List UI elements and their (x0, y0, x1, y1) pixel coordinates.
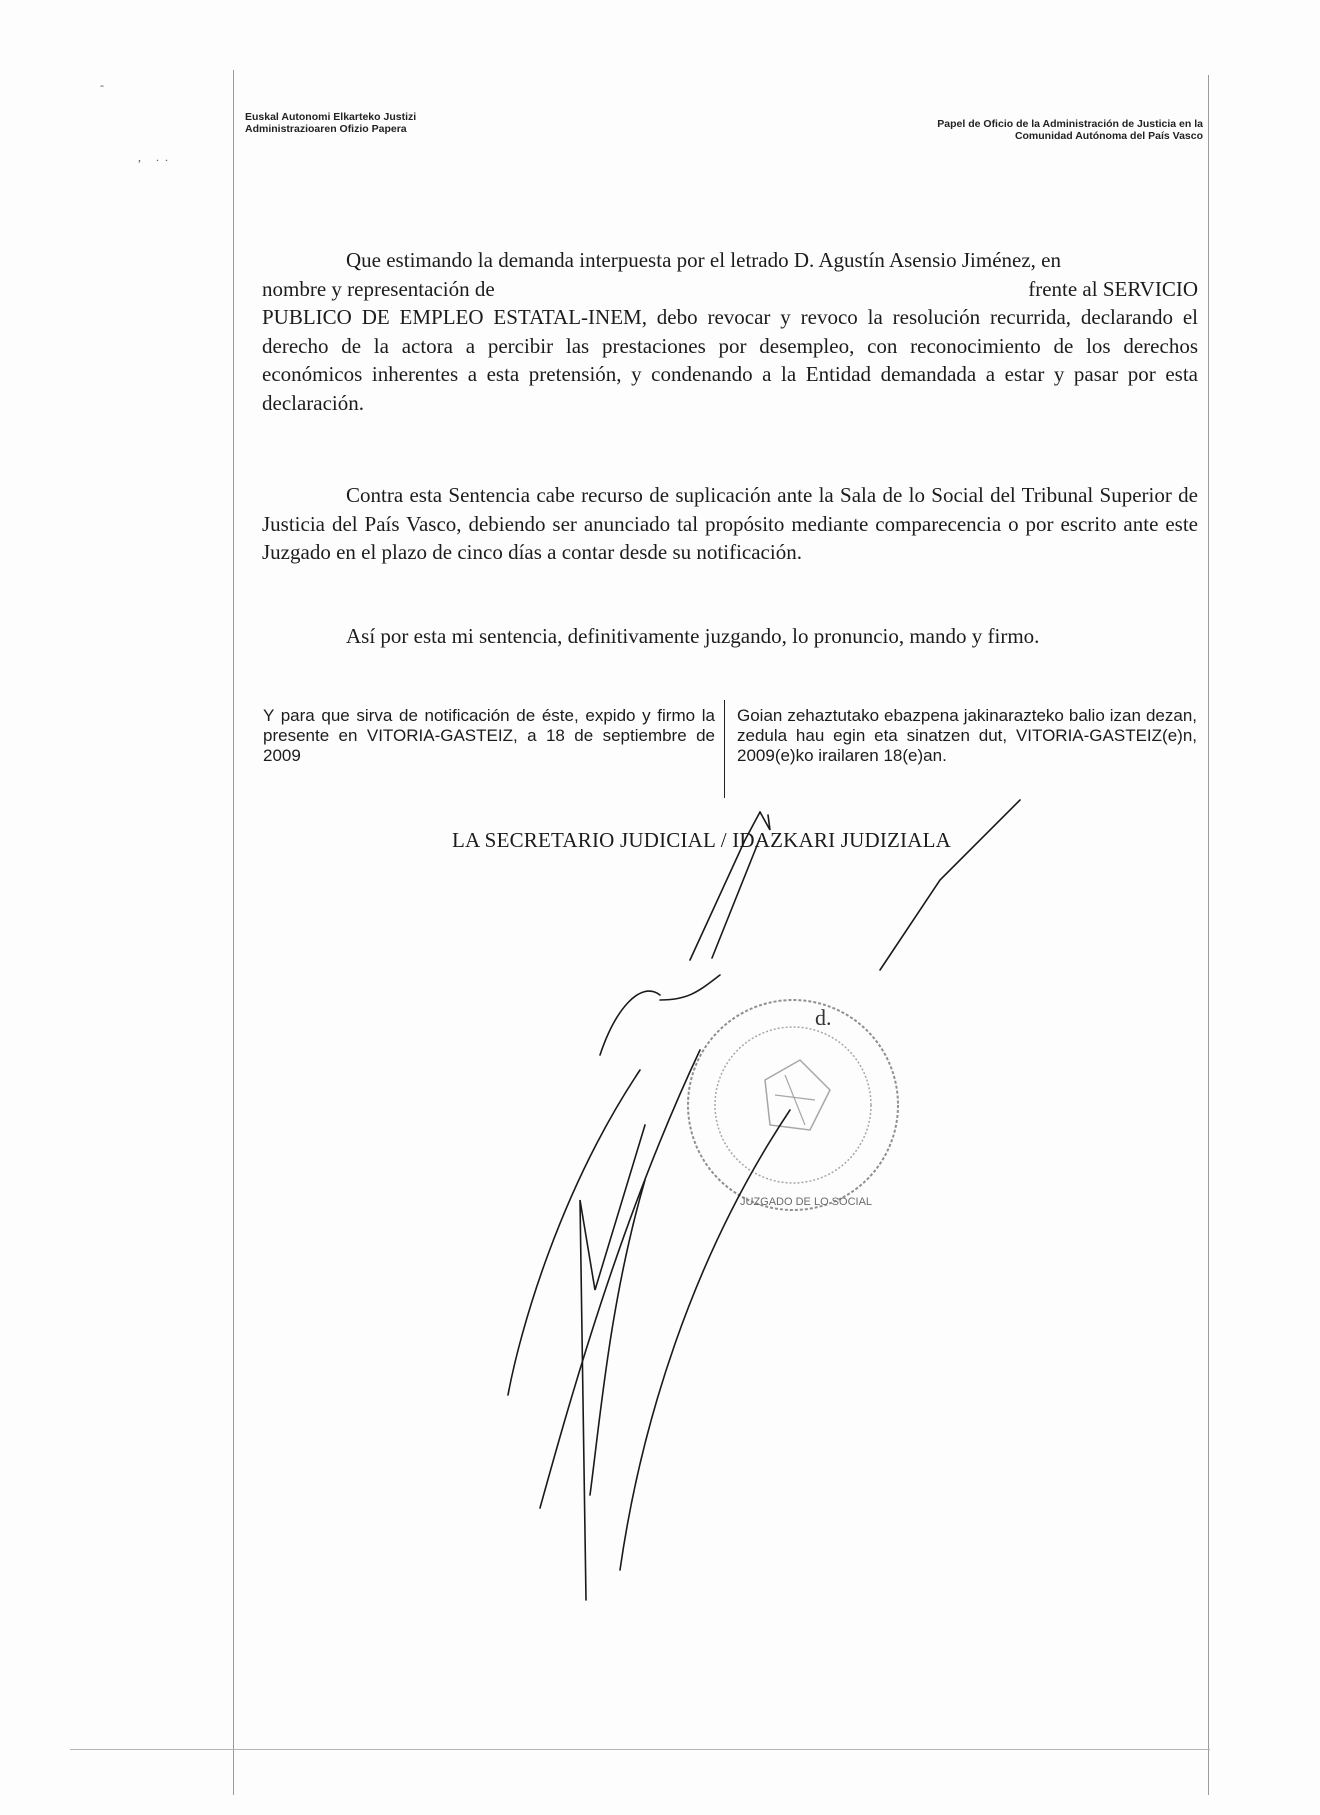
appeal-paragraph: Contra esta Sentencia cabe recurso de suplicación ante la Sala de lo Social del Tribunal Superior de Justicia del País Vasco, debiendo ser anunciado tal propósito mediante comparecencia o por escrito ante este Juzgado en el plazo de cinco días a contar desde su notificación. (262, 483, 1198, 564)
court-stamp (688, 1000, 898, 1210)
redacted-fragment: d. (815, 1005, 832, 1030)
ruling-rest: PUBLICO DE EMPLEO ESTATAL-INEM, debo revocar y revoco la resolución recurrida, declarando el derecho de la actora a percibir las prestaciones por desempleo, con reconocimiento de los derechos económicos inherentes a esta pretensión, y condenando a la Entidad demandada a estar y pasar por esta declaración. (262, 305, 1198, 415)
header-left-line2: Administrazioaren Ofizio Papera (245, 123, 407, 135)
header-right-line1: Papel de Oficio de la Administración de Justicia en la (937, 118, 1203, 130)
notification-spanish: Y para que sirva de notificación de éste, expido y firmo la presente en VITORIA-GASTEIZ, a 18 de septiembre de 2009 (263, 706, 715, 765)
header-right-line2: Comunidad Autónoma del País Vasco (1014, 130, 1203, 142)
secretary-title: LA SECRETARIO JUDICIAL / IDAZKARI JUDIZIALA (452, 828, 952, 852)
stamp-label: JUZGADO DE LO SOCIAL (740, 1196, 873, 1208)
scan-mark: , .. (138, 150, 174, 164)
ruling-line2-start: nombre y representación de (262, 276, 495, 301)
scan-mark: - (100, 78, 104, 92)
ruling-line2-end: frente al SERVICIO (1028, 276, 1198, 301)
notification-basque: Goian zehaztutako ebazpena jakinarazteko balio izan dezan, zedula hau egin eta sinatzen dut, VITORIA-GASTEIZ(e)n, 2009(e)ko irailaren 18(e)an. (737, 706, 1197, 765)
closing-paragraph: Así por esta mi sentencia, definitivamente juzgando, lo pronuncio, mando y firmo. (346, 624, 1040, 648)
header-left-line1: Euskal Autonomi Elkarteko Justizi (245, 111, 417, 123)
ruling-line1: Que estimando la demanda interpuesta por el letrado D. Agustín Asensio Jiménez, en (346, 248, 1061, 272)
